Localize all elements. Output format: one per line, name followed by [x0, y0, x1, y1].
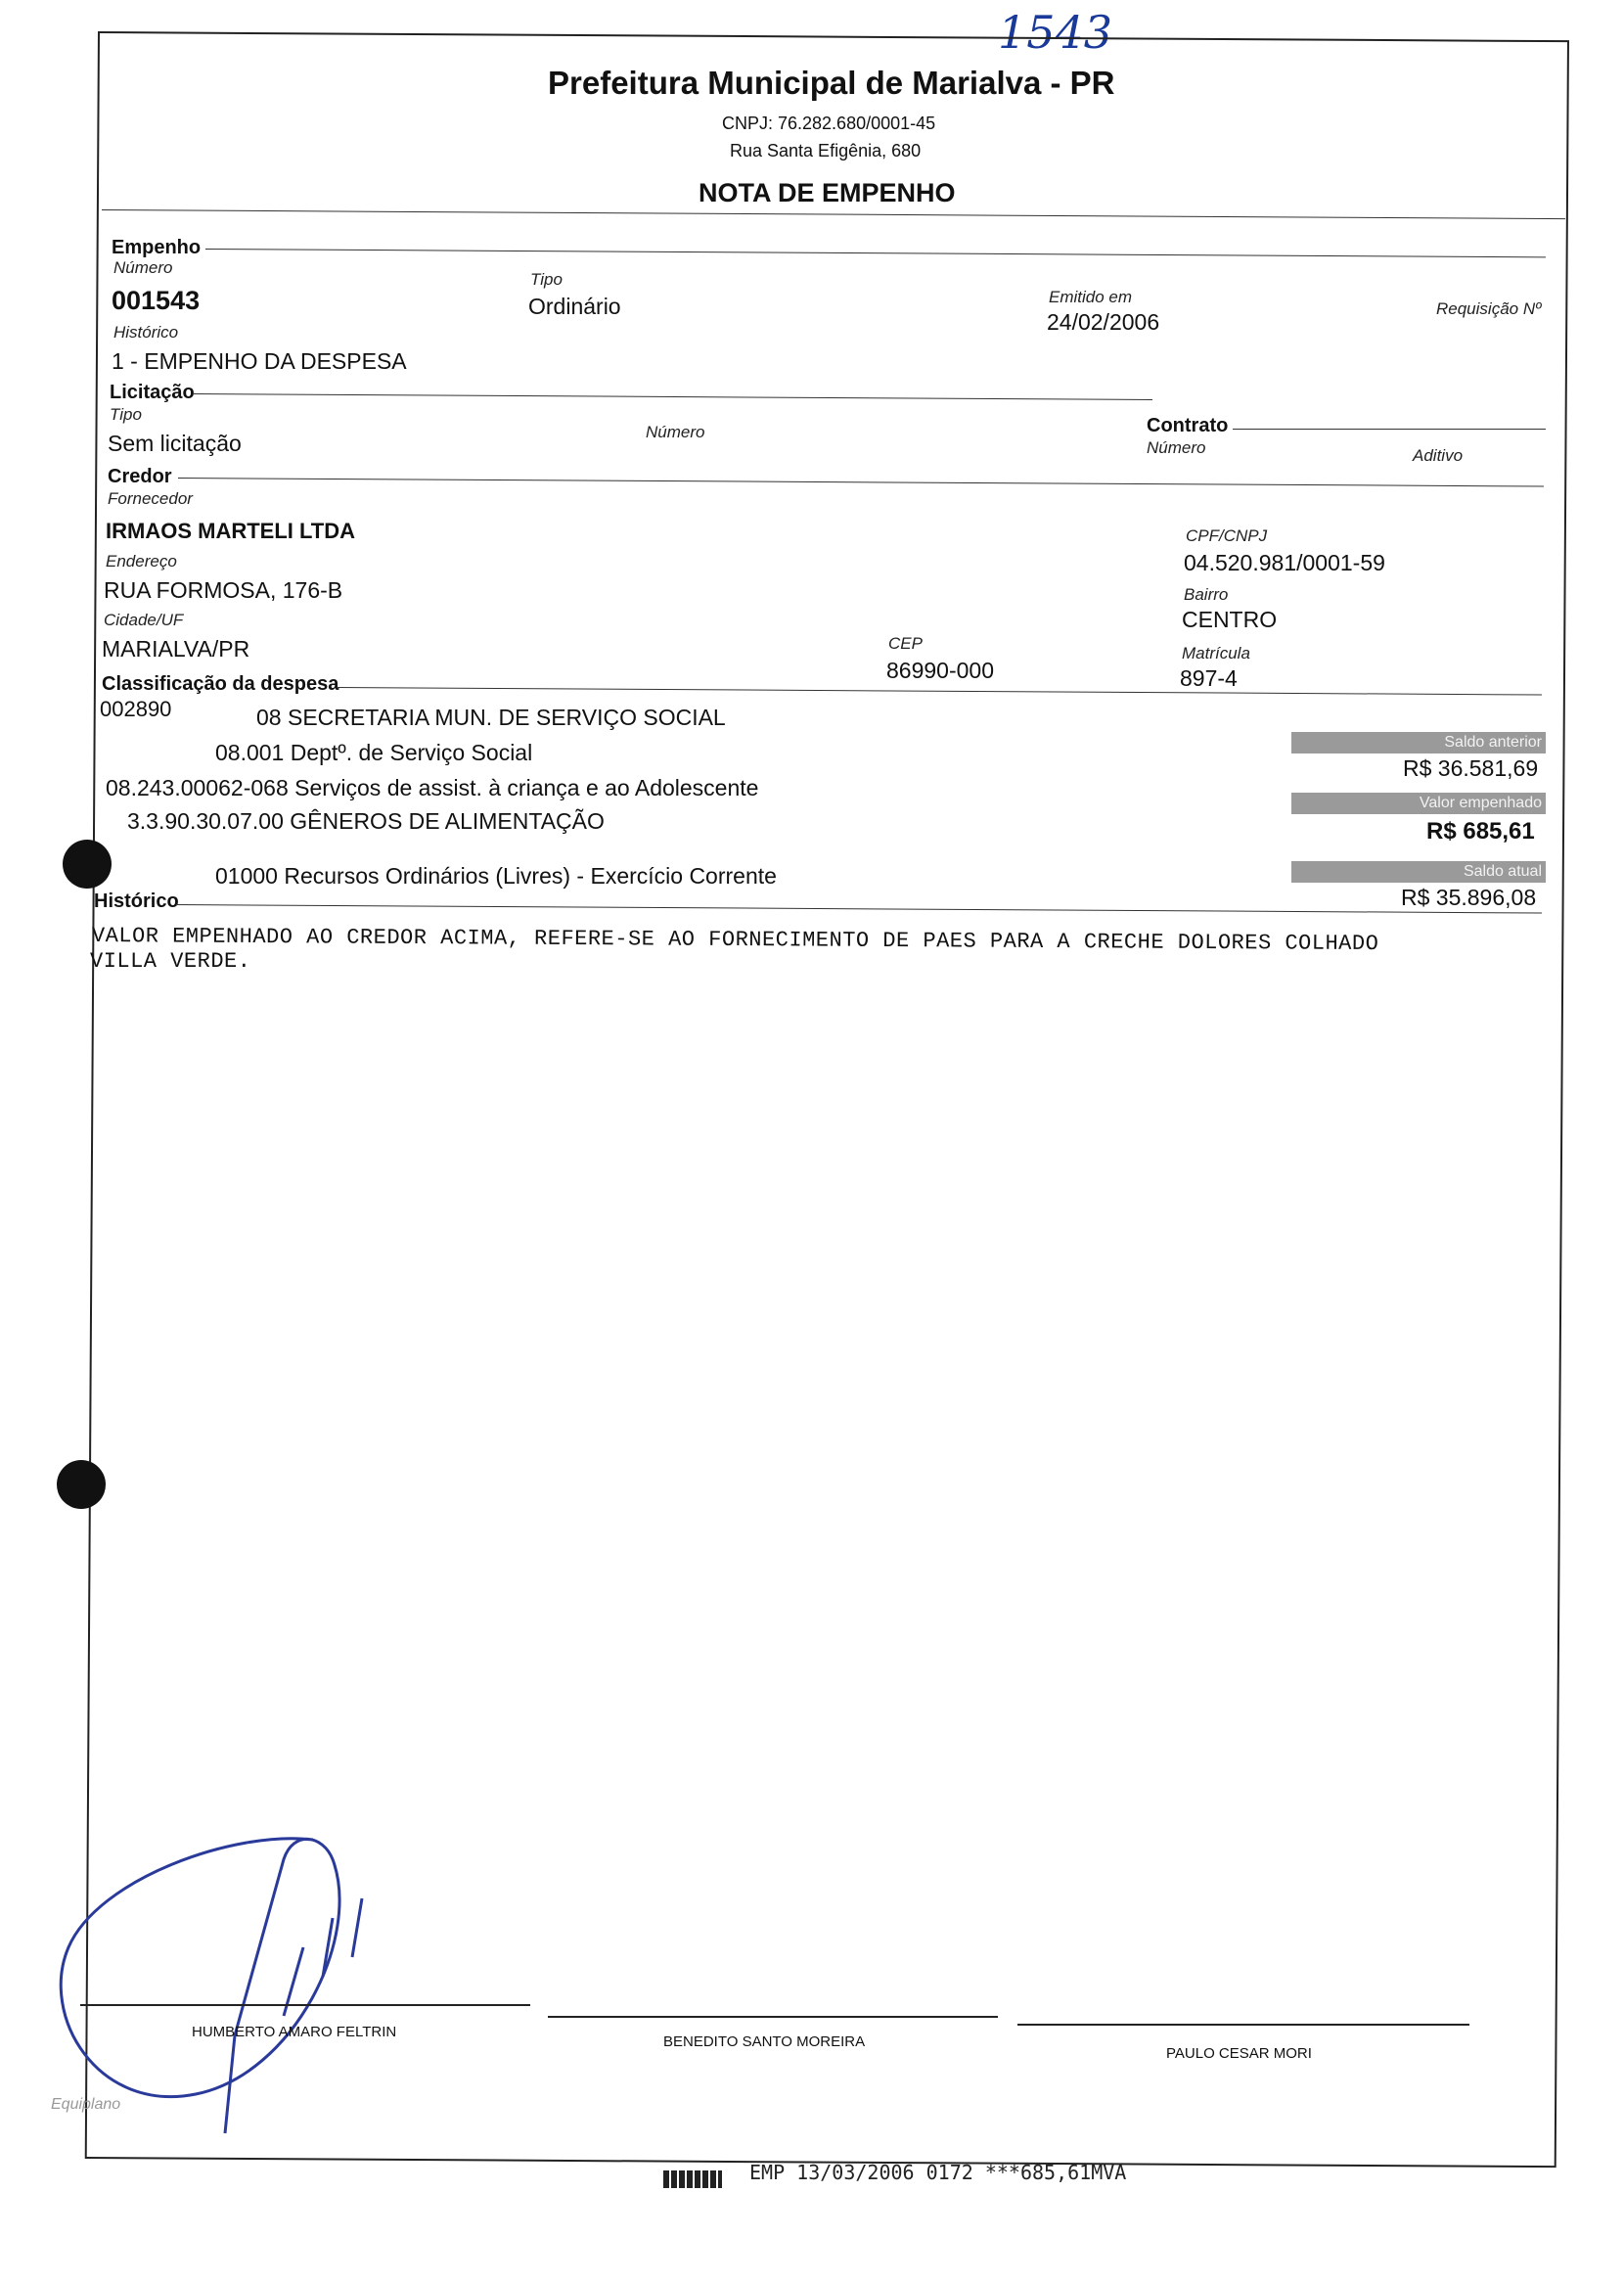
section-contrato: Contrato	[1147, 415, 1229, 436]
saldo-anterior-label: Saldo anterior	[1291, 732, 1546, 753]
empenho-historico-label: Histórico	[113, 323, 179, 342]
document-title: NOTA DE EMPENHO	[699, 178, 956, 207]
classificacao-line-3: 08.243.00062-068 Serviços de assist. à criança e ao Adolescente	[106, 775, 759, 800]
header-address: Rua Santa Efigênia, 680	[730, 141, 922, 160]
section-credor: Credor	[108, 466, 172, 487]
payment-stamp: EMP 13/03/2006 0172 ***685,61MVA	[749, 2161, 1127, 2184]
footer-brand: Equiplano	[51, 2096, 121, 2113]
credor-endereco-label: Endereço	[106, 552, 177, 571]
saldo-anterior-value: R$ 36.581,69	[1403, 755, 1539, 781]
contrato-numero-label: Número	[1147, 438, 1206, 457]
licitacao-numero-label: Número	[646, 423, 705, 441]
credor-fornecedor-label: Fornecedor	[108, 489, 193, 508]
valor-empenhado-value: R$ 685,61	[1426, 818, 1535, 845]
classificacao-line-4: 3.3.90.30.07.00 GÊNEROS DE ALIMENTAÇÃO	[127, 808, 605, 834]
signature-name-1: HUMBERTO AMARO FELTRIN	[192, 2024, 397, 2040]
empenho-historico: 1 - EMPENHO DA DESPESA	[112, 348, 407, 374]
section-classificacao: Classificação da despesa	[102, 673, 339, 695]
saldo-atual-label: Saldo atual	[1291, 861, 1546, 883]
credor-bairro: CENTRO	[1182, 607, 1278, 632]
valor-empenhado-label: Valor empenhado	[1291, 793, 1546, 814]
empenho-tipo: Ordinário	[528, 294, 621, 319]
historico-text-line-2: VILLA VERDE.	[90, 949, 251, 974]
page-title: Prefeitura Municipal de Marialva - PR	[548, 65, 1115, 101]
saldo-atual-value: R$ 35.896,08	[1401, 885, 1537, 910]
signature-line-3	[1017, 2024, 1469, 2026]
signature-name-3: PAULO CESAR MORI	[1166, 2045, 1312, 2062]
credor-cpf-label: CPF/CNPJ	[1186, 526, 1268, 545]
classificacao-line-5: 01000 Recursos Ordinários (Livres) - Exercício Corrente	[215, 863, 777, 889]
empenho-emitido: 24/02/2006	[1047, 309, 1160, 335]
licitacao-tipo-label: Tipo	[110, 405, 142, 424]
credor-cep-label: CEP	[888, 634, 923, 653]
empenho-tipo-label: Tipo	[530, 270, 563, 289]
section-empenho: Empenho	[112, 237, 202, 258]
empenho-emitido-label: Emitido em	[1049, 288, 1133, 306]
handwritten-page-number: 1543	[998, 6, 1113, 59]
credor-cpf: 04.520.981/0001-59	[1184, 550, 1385, 575]
credor-matricula: 897-4	[1180, 665, 1238, 691]
credor-endereco: RUA FORMOSA, 176-B	[104, 577, 343, 603]
credor-cidade-label: Cidade/UF	[104, 611, 184, 629]
empenho-numero-label: Número	[113, 258, 173, 277]
header-cnpj: CNPJ: 76.282.680/0001-45	[722, 114, 936, 133]
hole-punch-top	[63, 840, 112, 889]
section-licitacao: Licitação	[110, 382, 195, 403]
classificacao-line-1: 08 SECRETARIA MUN. DE SERVIÇO SOCIAL	[256, 705, 726, 730]
signature-line-1	[80, 2004, 530, 2006]
credor-cidade: MARIALVA/PR	[102, 636, 250, 662]
credor-matricula-label: Matrícula	[1182, 644, 1250, 662]
signature-name-2: BENEDITO SANTO MOREIRA	[663, 2033, 866, 2050]
empenho-requisicao-label: Requisição Nº	[1436, 299, 1542, 318]
classificacao-line-2: 08.001 Deptº. de Serviço Social	[215, 740, 533, 765]
licitacao-tipo: Sem licitação	[108, 431, 242, 456]
hole-punch-bottom	[57, 1460, 106, 1509]
contrato-rule	[1233, 429, 1546, 430]
stamp-icon	[663, 2170, 722, 2188]
credor-fornecedor: IRMAOS MARTELI LTDA	[106, 519, 356, 543]
historico-text-line-1: VALOR EMPENHADO AO CREDOR ACIMA, REFERE-SE AO FORNECIMENTO DE PAES PARA A CRECHE DOLORES COLHADO	[91, 924, 1379, 957]
section-historico: Histórico	[94, 890, 179, 912]
credor-cep: 86990-000	[886, 658, 994, 683]
classificacao-codigo: 002890	[100, 697, 172, 721]
contrato-aditivo-label: Aditivo	[1413, 446, 1464, 465]
credor-bairro-label: Bairro	[1184, 585, 1229, 604]
signature-line-2	[548, 2016, 998, 2018]
empenho-numero: 001543	[112, 286, 201, 315]
